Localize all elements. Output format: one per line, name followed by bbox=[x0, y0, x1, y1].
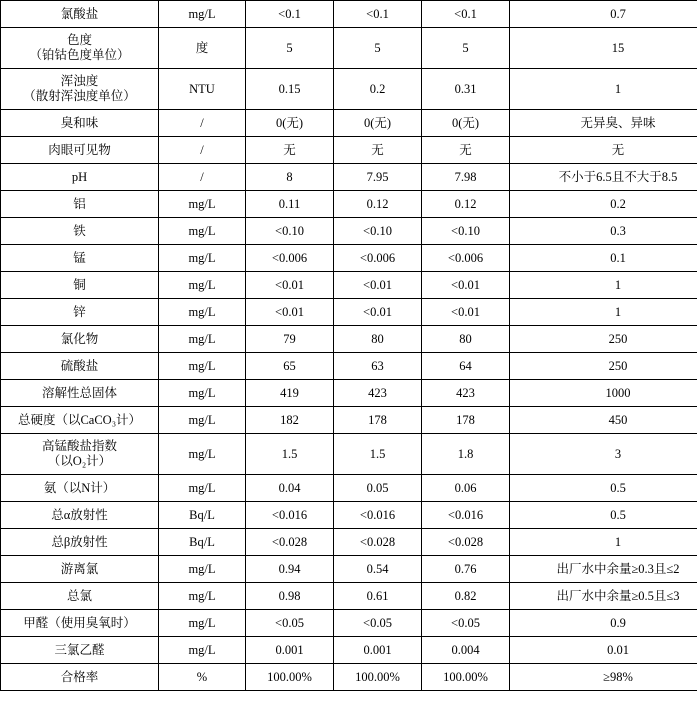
cell-sample-3: 64 bbox=[422, 353, 510, 380]
cell-sample-3: 0.76 bbox=[422, 556, 510, 583]
parameter-name-line1: 浑浊度 bbox=[60, 74, 99, 89]
cell-sample-1: <0.05 bbox=[246, 610, 334, 637]
cell-parameter bbox=[1, 28, 159, 69]
cell-sample-2: <0.028 bbox=[334, 529, 422, 556]
table-row bbox=[1, 218, 697, 245]
cell-parameter: 氯化物 bbox=[1, 326, 159, 353]
cell-parameter: 臭和味 bbox=[1, 110, 159, 137]
cell-sample-3: 0.82 bbox=[422, 583, 510, 610]
cell-sample-1: 0.001 bbox=[246, 637, 334, 664]
parameter-name-line2: （铂钴色度单位） bbox=[29, 48, 130, 62]
cell-sample-1: <0.01 bbox=[246, 299, 334, 326]
cell-parameter: 肉眼可见物 bbox=[1, 137, 159, 164]
cell-unit: mg/L bbox=[159, 583, 246, 610]
cell-sample-3: <0.006 bbox=[422, 245, 510, 272]
cell-sample-3: <0.1 bbox=[422, 1, 510, 28]
cell-parameter: 游离氯 bbox=[1, 556, 159, 583]
cell-limit: 250 bbox=[510, 326, 697, 353]
table-row bbox=[1, 637, 697, 664]
cell-parameter: 合格率 bbox=[1, 664, 159, 691]
cell-sample-1: <0.006 bbox=[246, 245, 334, 272]
cell-unit: mg/L bbox=[159, 326, 246, 353]
cell-parameter: 总β放射性 bbox=[1, 529, 159, 556]
cell-sample-2: 0.001 bbox=[334, 637, 422, 664]
table-row bbox=[1, 583, 697, 610]
cell-sample-1: 0.15 bbox=[246, 69, 334, 110]
cell-unit: / bbox=[159, 137, 246, 164]
cell-sample-3: 100.00% bbox=[422, 664, 510, 691]
cell-parameter: pH bbox=[1, 164, 159, 191]
cell-limit: 无 bbox=[510, 137, 697, 164]
cell-sample-2: <0.05 bbox=[334, 610, 422, 637]
cell-parameter: 三氯乙醛 bbox=[1, 637, 159, 664]
cell-sample-1: 0.94 bbox=[246, 556, 334, 583]
cell-sample-3: <0.016 bbox=[422, 502, 510, 529]
cell-parameter: 甲醛（使用臭氧时） bbox=[1, 610, 159, 637]
cell-sample-3: 7.98 bbox=[422, 164, 510, 191]
table-row bbox=[1, 28, 697, 69]
cell-sample-1: 0.04 bbox=[246, 475, 334, 502]
table-row bbox=[1, 164, 697, 191]
cell-sample-1: 无 bbox=[246, 137, 334, 164]
cell-sample-1: 79 bbox=[246, 326, 334, 353]
cell-sample-3: 80 bbox=[422, 326, 510, 353]
cell-limit: 0.7 bbox=[510, 1, 697, 28]
cell-sample-2: 0.2 bbox=[334, 69, 422, 110]
parameter-name-line2: （以O₂计） bbox=[47, 454, 112, 468]
cell-unit: mg/L bbox=[159, 556, 246, 583]
cell-unit: mg/L bbox=[159, 407, 246, 434]
table-row bbox=[1, 380, 697, 407]
cell-limit: 0.5 bbox=[510, 502, 697, 529]
cell-limit: 250 bbox=[510, 353, 697, 380]
cell-parameter: 总硬度（以CaCO₃计） bbox=[1, 407, 159, 434]
cell-sample-3: <0.01 bbox=[422, 272, 510, 299]
cell-parameter: 铝 bbox=[1, 191, 159, 218]
cell-sample-2: <0.10 bbox=[334, 218, 422, 245]
table-row bbox=[1, 299, 697, 326]
table-row bbox=[1, 502, 697, 529]
cell-sample-3: 5 bbox=[422, 28, 510, 69]
table-row bbox=[1, 110, 697, 137]
table-body bbox=[1, 1, 697, 691]
cell-unit: % bbox=[159, 664, 246, 691]
cell-parameter: 溶解性总固体 bbox=[1, 380, 159, 407]
cell-sample-1: 419 bbox=[246, 380, 334, 407]
cell-unit: NTU bbox=[159, 69, 246, 110]
cell-parameter bbox=[1, 434, 159, 475]
cell-sample-1: 0.98 bbox=[246, 583, 334, 610]
parameter-name-line1: 高锰酸盐指数 bbox=[41, 439, 117, 454]
table-row bbox=[1, 556, 697, 583]
cell-sample-3: 0.06 bbox=[422, 475, 510, 502]
cell-limit: 1 bbox=[510, 69, 697, 110]
cell-sample-1: 1.5 bbox=[246, 434, 334, 475]
cell-parameter: 氯酸盐 bbox=[1, 1, 159, 28]
table-row bbox=[1, 664, 697, 691]
cell-sample-3: 0.12 bbox=[422, 191, 510, 218]
cell-sample-2: <0.1 bbox=[334, 1, 422, 28]
cell-sample-2: <0.016 bbox=[334, 502, 422, 529]
cell-sample-2: 0.61 bbox=[334, 583, 422, 610]
cell-parameter: 铜 bbox=[1, 272, 159, 299]
cell-parameter: 铁 bbox=[1, 218, 159, 245]
cell-sample-2: 5 bbox=[334, 28, 422, 69]
cell-parameter: 总α放射性 bbox=[1, 502, 159, 529]
cell-unit: mg/L bbox=[159, 1, 246, 28]
cell-sample-1: <0.028 bbox=[246, 529, 334, 556]
cell-limit: 450 bbox=[510, 407, 697, 434]
parameter-name-line2: （散射浑浊度单位） bbox=[23, 89, 136, 103]
cell-parameter: 氨（以N计） bbox=[1, 475, 159, 502]
table-row bbox=[1, 69, 697, 110]
cell-limit: 1 bbox=[510, 272, 697, 299]
cell-unit: mg/L bbox=[159, 245, 246, 272]
cell-sample-2: 63 bbox=[334, 353, 422, 380]
cell-sample-2: 7.95 bbox=[334, 164, 422, 191]
cell-sample-2: 0.12 bbox=[334, 191, 422, 218]
cell-limit: 不小于6.5且不大于8.5 bbox=[510, 164, 697, 191]
cell-sample-3: 0.31 bbox=[422, 69, 510, 110]
cell-limit: 0.1 bbox=[510, 245, 697, 272]
cell-unit: mg/L bbox=[159, 299, 246, 326]
cell-sample-2: <0.006 bbox=[334, 245, 422, 272]
cell-unit: mg/L bbox=[159, 353, 246, 380]
cell-limit: 3 bbox=[510, 434, 697, 475]
cell-unit: mg/L bbox=[159, 434, 246, 475]
cell-limit: 出厂水中余量≥0.5且≤3 bbox=[510, 583, 697, 610]
cell-limit: 0.2 bbox=[510, 191, 697, 218]
cell-sample-1: 0(无) bbox=[246, 110, 334, 137]
cell-parameter: 锌 bbox=[1, 299, 159, 326]
cell-limit: 1000 bbox=[510, 380, 697, 407]
cell-parameter: 总氯 bbox=[1, 583, 159, 610]
cell-sample-2: <0.01 bbox=[334, 299, 422, 326]
cell-unit: mg/L bbox=[159, 272, 246, 299]
cell-sample-3: 178 bbox=[422, 407, 510, 434]
cell-unit: mg/L bbox=[159, 380, 246, 407]
cell-unit: mg/L bbox=[159, 218, 246, 245]
cell-unit: mg/L bbox=[159, 610, 246, 637]
cell-parameter: 锰 bbox=[1, 245, 159, 272]
cell-unit: Bq/L bbox=[159, 529, 246, 556]
cell-limit: 0.3 bbox=[510, 218, 697, 245]
table-row bbox=[1, 137, 697, 164]
cell-limit: 0.01 bbox=[510, 637, 697, 664]
table-row bbox=[1, 272, 697, 299]
cell-sample-3: <0.01 bbox=[422, 299, 510, 326]
cell-sample-1: <0.016 bbox=[246, 502, 334, 529]
table-row bbox=[1, 353, 697, 380]
cell-sample-3: <0.05 bbox=[422, 610, 510, 637]
table-row bbox=[1, 529, 697, 556]
cell-sample-3: 0.004 bbox=[422, 637, 510, 664]
table-row bbox=[1, 610, 697, 637]
table-row bbox=[1, 434, 697, 475]
cell-sample-3: 无 bbox=[422, 137, 510, 164]
cell-sample-3: 423 bbox=[422, 380, 510, 407]
cell-sample-1: 182 bbox=[246, 407, 334, 434]
cell-unit: / bbox=[159, 110, 246, 137]
cell-unit: Bq/L bbox=[159, 502, 246, 529]
cell-sample-3: <0.10 bbox=[422, 218, 510, 245]
cell-parameter bbox=[1, 69, 159, 110]
cell-sample-1: 5 bbox=[246, 28, 334, 69]
cell-sample-1: <0.1 bbox=[246, 1, 334, 28]
cell-sample-1: 100.00% bbox=[246, 664, 334, 691]
table-row bbox=[1, 475, 697, 502]
cell-limit: 1 bbox=[510, 529, 697, 556]
cell-sample-2: 80 bbox=[334, 326, 422, 353]
cell-parameter: 硫酸盐 bbox=[1, 353, 159, 380]
cell-limit: 0.9 bbox=[510, 610, 697, 637]
table-row bbox=[1, 245, 697, 272]
table-row bbox=[1, 326, 697, 353]
cell-sample-3: 0(无) bbox=[422, 110, 510, 137]
cell-sample-1: <0.10 bbox=[246, 218, 334, 245]
cell-sample-2: 无 bbox=[334, 137, 422, 164]
cell-unit: 度 bbox=[159, 28, 246, 69]
cell-sample-2: 178 bbox=[334, 407, 422, 434]
cell-sample-1: 8 bbox=[246, 164, 334, 191]
cell-sample-2: <0.01 bbox=[334, 272, 422, 299]
cell-limit: 出厂水中余量≥0.3且≤2 bbox=[510, 556, 697, 583]
cell-sample-2: 1.5 bbox=[334, 434, 422, 475]
cell-sample-2: 0.05 bbox=[334, 475, 422, 502]
cell-sample-3: <0.028 bbox=[422, 529, 510, 556]
table-row bbox=[1, 191, 697, 218]
cell-sample-1: <0.01 bbox=[246, 272, 334, 299]
cell-limit: ≥98% bbox=[510, 664, 697, 691]
cell-limit: 无异臭、异味 bbox=[510, 110, 697, 137]
cell-limit: 15 bbox=[510, 28, 697, 69]
table-row bbox=[1, 1, 697, 28]
cell-sample-3: 1.8 bbox=[422, 434, 510, 475]
cell-sample-2: 0(无) bbox=[334, 110, 422, 137]
cell-unit: mg/L bbox=[159, 191, 246, 218]
cell-sample-2: 423 bbox=[334, 380, 422, 407]
cell-unit: / bbox=[159, 164, 246, 191]
cell-sample-1: 0.11 bbox=[246, 191, 334, 218]
cell-unit: mg/L bbox=[159, 637, 246, 664]
table-row bbox=[1, 407, 697, 434]
cell-sample-2: 0.54 bbox=[334, 556, 422, 583]
parameter-name-line1: 色度 bbox=[66, 33, 92, 48]
cell-limit: 1 bbox=[510, 299, 697, 326]
cell-sample-2: 100.00% bbox=[334, 664, 422, 691]
cell-sample-1: 65 bbox=[246, 353, 334, 380]
cell-limit: 0.5 bbox=[510, 475, 697, 502]
cell-unit: mg/L bbox=[159, 475, 246, 502]
